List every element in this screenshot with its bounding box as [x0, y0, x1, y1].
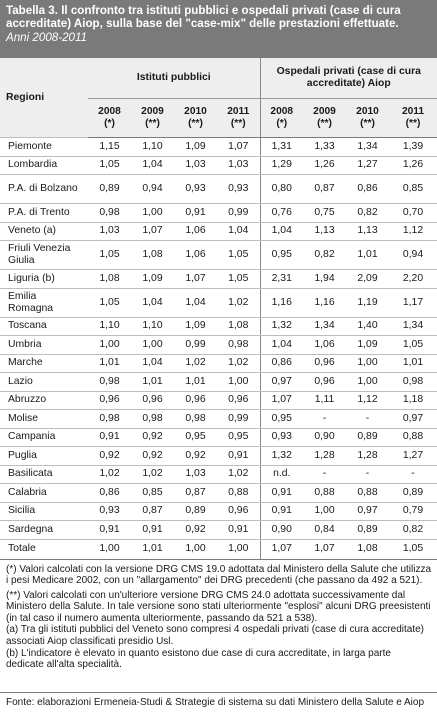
private-value-cell: 1,00 — [303, 502, 346, 521]
year-label: 2008 — [270, 106, 294, 117]
table-row — [0, 204, 437, 223]
year-note: (**) — [360, 118, 375, 129]
private-value-cell: 0,96 — [303, 373, 346, 392]
public-value-cell: 0,99 — [217, 410, 260, 429]
public-value-cell: 0,92 — [131, 428, 174, 447]
public-value-cell: 0,86 — [88, 484, 131, 503]
footnotes — [0, 560, 437, 692]
year-note: (**) — [230, 118, 246, 129]
private-year-header — [346, 99, 389, 138]
private-value-cell: - — [303, 410, 346, 429]
private-value-cell: 0,86 — [260, 354, 303, 373]
region-name: Lazio — [0, 373, 88, 392]
total-row — [0, 539, 437, 559]
table-row — [0, 373, 437, 392]
public-value-cell: 1,05 — [88, 241, 131, 270]
private-value-cell: 1,13 — [346, 222, 389, 241]
private-value-cell: 0,93 — [260, 428, 303, 447]
region-name: Emilia Romagna — [0, 288, 88, 317]
public-year-header — [217, 99, 260, 138]
region-name: Totale — [0, 539, 88, 559]
public-value-cell: 1,08 — [217, 317, 260, 336]
public-value-cell: 0,98 — [88, 373, 131, 392]
private-value-cell: 1,26 — [303, 156, 346, 175]
private-value-cell: 2,20 — [389, 270, 437, 289]
year-note: (**) — [145, 118, 160, 129]
private-value-cell: 1,06 — [303, 336, 346, 355]
private-value-cell: - — [303, 465, 346, 484]
public-value-cell: 1,00 — [131, 204, 174, 223]
private-value-cell: 0,82 — [346, 204, 389, 223]
public-value-cell: 1,03 — [217, 156, 260, 175]
public-value-cell: 1,03 — [174, 465, 217, 484]
public-value-cell: 1,04 — [131, 354, 174, 373]
private-value-cell: 0,82 — [389, 521, 437, 540]
private-value-cell: 0,82 — [303, 241, 346, 270]
public-value-cell: 1,01 — [174, 373, 217, 392]
public-value-cell: 0,91 — [217, 521, 260, 540]
footnote: (b) L'indicatore è elevato in quanto esistono due case di cura accreditate, in larga parte dedicate all'alta specialità. — [6, 647, 391, 671]
private-value-cell: 0,95 — [260, 241, 303, 270]
region-name: Calabria — [0, 484, 88, 503]
private-value-cell: 1,08 — [346, 539, 389, 559]
public-value-cell: 0,96 — [131, 391, 174, 410]
public-value-cell: 0,93 — [88, 502, 131, 521]
private-year-header — [303, 99, 346, 138]
region-name: P.A. di Bolzano — [0, 175, 88, 204]
year-label: 2011 — [227, 106, 250, 117]
region-name: Friuli Venezia Giulia — [0, 241, 88, 270]
private-value-cell: 1,18 — [389, 391, 437, 410]
table-title-text: Tabella 3. Il confronto tra istituti pubblici e ospedali privati (case di cura accreditate) Aiop, sulla base del "case-mix" delle prestazioni effettuate. — [6, 4, 401, 31]
public-value-cell: 0,87 — [174, 484, 217, 503]
private-year-header — [389, 99, 437, 138]
private-value-cell: 0,89 — [389, 484, 437, 503]
year-note: (**) — [405, 118, 421, 129]
public-value-cell: 1,00 — [131, 336, 174, 355]
region-name: Sicilia — [0, 502, 88, 521]
private-value-cell: 1,40 — [346, 317, 389, 336]
private-value-cell: 1,34 — [303, 317, 346, 336]
public-value-cell: 0,96 — [217, 502, 260, 521]
private-value-cell: 0,90 — [260, 521, 303, 540]
table-row — [0, 484, 437, 503]
private-value-cell: - — [346, 465, 389, 484]
footnote: (a) Tra gli istituti pubblici del Veneto sono compresi 4 ospedali privati (case di cura accreditate) associati Aiop classificati presidio Usl. — [6, 624, 424, 648]
private-value-cell: 1,31 — [260, 138, 303, 157]
public-value-cell: 0,96 — [88, 391, 131, 410]
public-value-cell: 1,08 — [131, 241, 174, 270]
private-value-cell: 1,34 — [346, 138, 389, 157]
private-value-cell: 1,94 — [303, 270, 346, 289]
private-value-cell: 0,89 — [346, 521, 389, 540]
table-row — [0, 175, 437, 204]
private-value-cell: 1,00 — [346, 373, 389, 392]
public-value-cell: 0,91 — [88, 428, 131, 447]
private-value-cell: 1,07 — [303, 539, 346, 559]
year-note: (*) — [276, 118, 288, 129]
private-value-cell: 1,34 — [389, 317, 437, 336]
private-value-cell: 1,13 — [303, 222, 346, 241]
public-value-cell: 0,95 — [174, 428, 217, 447]
public-value-cell: 0,99 — [217, 204, 260, 223]
private-value-cell: 0,75 — [303, 204, 346, 223]
private-value-cell: 0,85 — [389, 175, 437, 204]
private-value-cell: 0,88 — [346, 484, 389, 503]
table-row — [0, 521, 437, 540]
public-value-cell: 1,02 — [88, 465, 131, 484]
region-name: Puglia — [0, 447, 88, 466]
public-value-cell: 0,93 — [174, 175, 217, 204]
public-value-cell: 1,09 — [174, 138, 217, 157]
private-value-cell: 0,87 — [303, 175, 346, 204]
public-value-cell: 1,06 — [174, 222, 217, 241]
region-name: P.A. di Trento — [0, 204, 88, 223]
private-value-cell: 1,04 — [260, 336, 303, 355]
public-group-header: Istituti pubblici — [88, 58, 260, 99]
private-value-cell: 0,97 — [346, 502, 389, 521]
private-value-cell: n.d. — [260, 465, 303, 484]
private-value-cell: 1,39 — [389, 138, 437, 157]
table-row — [0, 288, 437, 317]
year-label: 2011 — [401, 106, 425, 117]
private-value-cell: 0,91 — [260, 502, 303, 521]
public-value-cell: 1,09 — [131, 270, 174, 289]
public-value-cell: 1,10 — [131, 317, 174, 336]
public-value-cell: 1,05 — [217, 270, 260, 289]
year-label: 2010 — [184, 106, 207, 117]
region-name: Umbria — [0, 336, 88, 355]
private-value-cell: 1,12 — [346, 391, 389, 410]
table-row — [0, 391, 437, 410]
public-value-cell: 1,01 — [131, 539, 174, 559]
table-row — [0, 222, 437, 241]
private-value-cell: 1,17 — [389, 288, 437, 317]
table-row — [0, 410, 437, 429]
public-value-cell: 0,92 — [88, 447, 131, 466]
private-value-cell: 1,07 — [260, 391, 303, 410]
public-value-cell: 1,02 — [217, 354, 260, 373]
table-row — [0, 317, 437, 336]
private-value-cell: 0,86 — [346, 175, 389, 204]
table-row — [0, 270, 437, 289]
table-body — [0, 138, 437, 560]
table-row — [0, 156, 437, 175]
private-value-cell: 2,09 — [346, 270, 389, 289]
private-value-cell: - — [389, 465, 437, 484]
public-value-cell: 1,10 — [88, 317, 131, 336]
table-row — [0, 502, 437, 521]
private-value-cell: 0,97 — [260, 373, 303, 392]
year-label: 2010 — [356, 106, 379, 117]
private-value-cell: 0,80 — [260, 175, 303, 204]
public-year-header — [131, 99, 174, 138]
public-value-cell: 1,04 — [131, 156, 174, 175]
public-value-cell: 0,91 — [174, 204, 217, 223]
private-value-cell: 0,79 — [389, 502, 437, 521]
public-value-cell: 1,02 — [217, 465, 260, 484]
public-value-cell: 0,98 — [174, 410, 217, 429]
public-value-cell: 0,94 — [131, 175, 174, 204]
table-title — [0, 0, 437, 58]
private-value-cell: 0,95 — [260, 410, 303, 429]
footnote: (**) Valori calcolati con un'ulteriore versione DRG CMS 24.0 adottata successivamente dal Ministero della Salute. In tale versione sono stati ulteriormente "esplosi" alcuni DRG preesistenti (in tal caso il numero aumenta ulteriormente, passando da 521 a 538). — [6, 589, 431, 624]
table-row — [0, 447, 437, 466]
public-year-header — [88, 99, 131, 138]
private-value-cell: 0,90 — [303, 428, 346, 447]
table-header — [0, 58, 437, 138]
public-value-cell: 1,03 — [174, 156, 217, 175]
public-value-cell: 0,99 — [174, 336, 217, 355]
public-value-cell: 0,85 — [131, 484, 174, 503]
region-name: Veneto (a) — [0, 222, 88, 241]
table-row — [0, 465, 437, 484]
private-value-cell: 1,27 — [346, 156, 389, 175]
public-value-cell: 0,98 — [217, 336, 260, 355]
region-name: Piemonte — [0, 138, 88, 157]
private-value-cell: 1,11 — [303, 391, 346, 410]
table-period: Anni 2008-2011 — [6, 30, 88, 44]
public-value-cell: 0,92 — [174, 521, 217, 540]
year-label: 2009 — [141, 106, 164, 117]
private-value-cell: 0,89 — [346, 428, 389, 447]
source-note: Fonte: elaborazioni Ermeneia-Studi & Strategie di sistema su dati Ministero della Salute e Aiop — [0, 692, 437, 726]
year-note: (**) — [317, 118, 332, 129]
private-value-cell: 1,33 — [303, 138, 346, 157]
year-label: 2008 — [98, 106, 121, 117]
table-row — [0, 138, 437, 157]
public-value-cell: 1,09 — [174, 317, 217, 336]
private-value-cell: 1,32 — [260, 317, 303, 336]
public-value-cell: 1,01 — [131, 373, 174, 392]
private-value-cell: 0,98 — [389, 373, 437, 392]
year-note: (*) — [104, 118, 115, 129]
public-value-cell: 1,00 — [88, 336, 131, 355]
private-value-cell: 0,94 — [389, 241, 437, 270]
private-value-cell: 1,04 — [260, 222, 303, 241]
public-value-cell: 1,00 — [174, 539, 217, 559]
private-value-cell: - — [346, 410, 389, 429]
public-value-cell: 0,96 — [217, 391, 260, 410]
public-value-cell: 1,07 — [217, 138, 260, 157]
public-value-cell: 0,98 — [131, 410, 174, 429]
private-value-cell: 0,91 — [260, 484, 303, 503]
public-value-cell: 1,07 — [131, 222, 174, 241]
public-value-cell: 0,92 — [174, 447, 217, 466]
public-value-cell: 1,05 — [88, 156, 131, 175]
public-value-cell: 1,15 — [88, 138, 131, 157]
region-name: Marche — [0, 354, 88, 373]
public-value-cell: 1,03 — [88, 222, 131, 241]
private-value-cell: 1,16 — [303, 288, 346, 317]
public-value-cell: 0,91 — [88, 521, 131, 540]
public-value-cell: 1,00 — [217, 373, 260, 392]
year-label: 2009 — [313, 106, 336, 117]
public-value-cell: 0,89 — [174, 502, 217, 521]
private-value-cell: 0,88 — [303, 484, 346, 503]
region-name: Sardegna — [0, 521, 88, 540]
public-value-cell: 1,02 — [174, 354, 217, 373]
public-year-header — [174, 99, 217, 138]
private-value-cell: 1,01 — [389, 354, 437, 373]
private-value-cell: 1,28 — [346, 447, 389, 466]
public-value-cell: 0,98 — [88, 410, 131, 429]
public-value-cell: 1,02 — [217, 288, 260, 317]
private-value-cell: 1,26 — [389, 156, 437, 175]
private-value-cell: 0,70 — [389, 204, 437, 223]
private-value-cell: 0,97 — [389, 410, 437, 429]
regions-header: Regioni — [0, 58, 88, 138]
public-value-cell: 1,08 — [88, 270, 131, 289]
public-value-cell: 1,07 — [174, 270, 217, 289]
private-value-cell: 1,01 — [346, 241, 389, 270]
public-value-cell: 1,00 — [217, 539, 260, 559]
public-value-cell: 1,04 — [174, 288, 217, 317]
private-year-header — [260, 99, 303, 138]
private-value-cell: 1,32 — [260, 447, 303, 466]
public-value-cell: 1,01 — [88, 354, 131, 373]
private-value-cell: 1,09 — [346, 336, 389, 355]
public-value-cell: 1,06 — [174, 241, 217, 270]
public-value-cell: 0,95 — [217, 428, 260, 447]
region-name: Campania — [0, 428, 88, 447]
public-value-cell: 0,93 — [217, 175, 260, 204]
table-row — [0, 354, 437, 373]
region-name: Lombardia — [0, 156, 88, 175]
private-value-cell: 1,27 — [389, 447, 437, 466]
public-value-cell: 0,88 — [217, 484, 260, 503]
private-value-cell: 1,29 — [260, 156, 303, 175]
private-value-cell: 0,76 — [260, 204, 303, 223]
public-value-cell: 0,89 — [88, 175, 131, 204]
public-value-cell: 1,04 — [131, 288, 174, 317]
private-value-cell: 1,16 — [260, 288, 303, 317]
private-value-cell: 1,00 — [346, 354, 389, 373]
year-note: (**) — [188, 118, 203, 129]
public-value-cell: 1,10 — [131, 138, 174, 157]
public-value-cell: 1,04 — [217, 222, 260, 241]
private-value-cell: 1,12 — [389, 222, 437, 241]
public-value-cell: 0,92 — [131, 447, 174, 466]
footnote: (*) Valori calcolati con la versione DRG CMS 19.0 adottata dal Ministero della Salute che utilizza i pesi Medicare 2002, con un "allargamento" dei DRG precedenti (che passano da 492 a 521). — [6, 563, 432, 587]
region-name: Liguria (b) — [0, 270, 88, 289]
private-value-cell: 0,96 — [303, 354, 346, 373]
public-value-cell: 0,87 — [131, 502, 174, 521]
table-row — [0, 428, 437, 447]
region-name: Toscana — [0, 317, 88, 336]
public-value-cell: 0,96 — [174, 391, 217, 410]
table-row — [0, 336, 437, 355]
private-value-cell: 1,05 — [389, 336, 437, 355]
private-value-cell: 0,88 — [389, 428, 437, 447]
public-value-cell: 1,05 — [88, 288, 131, 317]
private-value-cell: 1,19 — [346, 288, 389, 317]
private-value-cell: 1,28 — [303, 447, 346, 466]
public-value-cell: 0,98 — [88, 204, 131, 223]
public-value-cell: 1,00 — [88, 539, 131, 559]
public-value-cell: 1,02 — [131, 465, 174, 484]
table-row — [0, 241, 437, 270]
public-value-cell: 0,91 — [131, 521, 174, 540]
private-value-cell: 1,05 — [389, 539, 437, 559]
data-table — [0, 58, 437, 560]
region-name: Basilicata — [0, 465, 88, 484]
private-group-header: Ospedali privati (case di cura accreditate) Aiop — [260, 58, 437, 99]
private-value-cell: 1,07 — [260, 539, 303, 559]
private-value-cell: 2,31 — [260, 270, 303, 289]
region-name: Abruzzo — [0, 391, 88, 410]
public-value-cell: 0,91 — [217, 447, 260, 466]
public-value-cell: 1,05 — [217, 241, 260, 270]
region-name: Molise — [0, 410, 88, 429]
private-value-cell: 0,84 — [303, 521, 346, 540]
